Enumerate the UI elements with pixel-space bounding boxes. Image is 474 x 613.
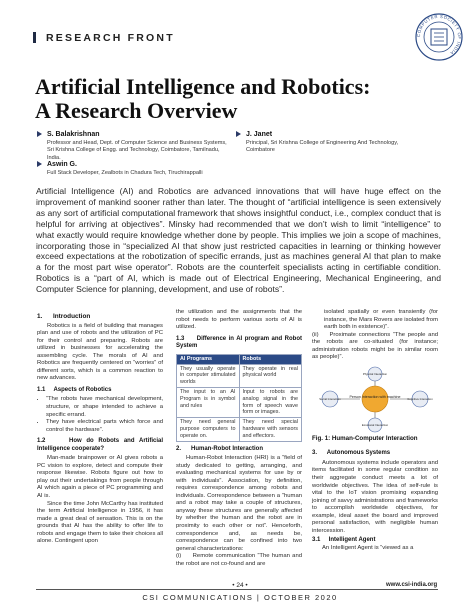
center-node — [362, 386, 388, 412]
table-cell: They need general purpose computers to operate on. — [177, 418, 240, 441]
lead-paragraph: Artificial Intelligence (AI) and Robotics are advanced innovations that will have huge effect on the improvement of mankind sooner rather than later. The thought of “artificial intelligence is seen extensively as any sort of artificial computational framework that shows insightful conduct, i.e., complex conduct that is helpful for arriving at objectives”. Minsky had recommended that we don’t wish to limit “intelligence” to what exactly would require knowledge whether done by people. This implies we join a scope of machines, incorporating those in “specialized AI that show just restricted capacities in learning or thinking however exceed expectations at the robotization of specific errands, just as machines general AI that plan to make a for the most part wise operator”. Robots are the counterfeit specialists acting in certifiable condition. Robotics is a “part of AI, which is made out of Electrical Engineering, Mechanical Engineering, and Computer Science for planning, development, and use of robots”. — [36, 186, 441, 295]
svg-text:Cognitive Interaction: Cognitive Interaction — [407, 396, 433, 401]
column-2 — [176, 309, 302, 568]
title-line-1: Artificial Intelligence and Robotics: — [35, 74, 371, 99]
list-item: • They have electrical parts which force and control the hardware”. — [46, 419, 163, 434]
heading-cooperate: 1.2 How do Robots and Artificial Intelligence cooperate? — [37, 438, 165, 452]
author-2-affiliation: Principal, Sri Krishna College of Engineering And Technology, Coimbatore — [246, 140, 399, 154]
bullet-triangle-icon — [236, 131, 241, 137]
table-row — [177, 418, 302, 441]
intro-paragraph: Robotics is a field of building that manages plan and use of robots and the utilization of PC for their control and preparing. Robots are utilized in businesses for accelerating the assembling cycle. The morals of AI and Robotics are frequently centered on “worries” of different sorts, which is a common reaction to new advances. — [37, 322, 163, 382]
csi-logo — [414, 12, 464, 62]
svg-text:Person interaction with machin — [350, 395, 401, 399]
bullet-triangle-icon — [37, 131, 42, 137]
figure-caption: Fig. 1: Human-Computer Interaction — [312, 434, 418, 442]
author-3-name: Aswin G. — [47, 161, 77, 168]
heading-hri: 2. Human-Robot Interaction — [176, 445, 264, 452]
footer-divider — [36, 589, 438, 590]
bullet-triangle-icon — [37, 161, 42, 167]
table-cell: Input to robots are analog signal in the form of speech wave form or images. — [239, 387, 302, 417]
author-2 — [236, 131, 406, 155]
agent-paragraph: An Intelligent Agent is “viewed as a — [322, 544, 414, 551]
author-1 — [37, 131, 227, 162]
list-item: • “The robots have mechanical development, structure, or shape intended to achieve a specific errand. — [46, 396, 163, 419]
section-header: RESEARCH FRONT — [46, 32, 175, 44]
table-cell: They usually operate in computer stimulated worlds — [177, 364, 240, 387]
cooperate-paragraph-2: Since the time John McCarthy has instituted the term Artificial Intelligence in 1956, it has made a great deal of sensation. This is on the grounds that AI has the ability to offer life to robots and engage them to take their choices all alone. Contingent upon — [37, 500, 163, 545]
hci-diagram — [312, 365, 438, 433]
heading-intelligent-agent: 3.1 Intelligent Agent — [312, 537, 376, 544]
svg-text:Social Interaction: Social Interaction — [319, 396, 341, 401]
column-3 — [312, 309, 438, 552]
article-title — [35, 75, 435, 123]
center-label: Person interaction with machine — [349, 394, 401, 399]
column-1 — [37, 313, 163, 546]
heading-aspects: 1.1 Aspects of Robotics — [37, 386, 112, 393]
continued-paragraph: isolated spatially or even transiently (for instance, the Mars Rovers are isolated from earth both in existence)”. — [324, 309, 438, 331]
svg-text:COMPUTER SOCIETY OF INDIA: COMPUTER SOCIETY OF INDIA — [415, 13, 463, 57]
aspects-list — [37, 396, 163, 434]
table-cell: They need special hardware with sensors and effectors. — [239, 418, 302, 441]
table-cell: The input to an AI Program is in symbol and rules — [177, 387, 240, 417]
title-line-2: A Research Overview — [35, 98, 238, 123]
hri-item-i: (i) Remote communication “The human and the robot are not co-found and are — [176, 553, 304, 567]
hri-paragraph: Human-Robot Interaction (HRI) is a “field of study dedicated to getting, arranging, and evaluating mechanical systems for use by or with individuals”. Association, by definition, requires correspondence among robots and individuals. Correspondence between a “human and a robot may take a couple of structures, anyway these structures are generally affected by whether the human and the robot are in proximity to each other or not”. Henceforth, correspondence and, as needs be, correspondence can be confined into two general characterizations: — [176, 455, 302, 552]
table-row — [177, 364, 302, 387]
table-header: Robots — [239, 354, 302, 364]
author-2-name: J. Janet — [246, 131, 273, 138]
author-1-affiliation: Professor and Head, Dept. of Computer Science and Business Systems, Sri Krishna College of Engg. and Technology, Coimbatore, Tamilnadu, India. — [47, 140, 227, 161]
author-1-name: S. Balakrishnan — [47, 131, 100, 138]
csi-logo-icon — [414, 12, 464, 62]
autonomous-paragraph: Autonomous systems include operators and items facilitated in some regular condition so their aggregate conduct meets a lot of worldwide objectives. The idea of self-rule is vital to the IoT vision promising expanding joining of savvy administrations and frameworks to accomplish worldwide objectives, for example, ideal asset the board and improved personal satisfaction, with negligible human intercession. — [312, 459, 438, 534]
author-3-affiliation: Full Stack Developer, Zealbots in Chadura Tech, Tiruchirappalli — [47, 170, 203, 176]
heading-autonomous: 3. Autonomous Systems — [312, 450, 391, 457]
magazine-footer: CSI COMMUNICATIONS | OCTOBER 2020 — [142, 593, 338, 602]
hci-figure — [312, 365, 438, 433]
heading-introduction: 1. Introduction — [37, 313, 91, 320]
continued-paragraph: the utilization and the assignments that the robot needs to perform various sorts of AI is utilized. — [176, 309, 302, 331]
comparison-table — [176, 354, 302, 442]
page-number: • 24 • — [232, 582, 248, 589]
table-row — [177, 387, 302, 417]
svg-text:Emotional Interaction: Emotional Interaction — [361, 422, 389, 427]
hri-item-ii: (ii) Proximate connections “The people and the robots are co-situated (for instance; administration robots might be in similar room as people)”. — [312, 331, 440, 361]
table-cell: They operate in real physical world — [239, 364, 302, 387]
cooperate-paragraph-1: Man-made brainpower or AI gives robots a PC vision to explore, detect and compute their response likewise. Robots figure out how to play out their undertakings from people through AI which again a piece of PC programming and AI is. — [37, 455, 163, 500]
svg-text:Physical Interaction: Physical Interaction — [362, 371, 388, 376]
heading-difference: 1.3 Difference in AI program and Robot System — [176, 335, 304, 350]
header-accent-bar — [33, 32, 36, 43]
table-header: AI Programs — [177, 354, 240, 364]
website-link[interactable]: www.csi-india.org — [386, 582, 438, 588]
author-3 — [37, 161, 277, 177]
